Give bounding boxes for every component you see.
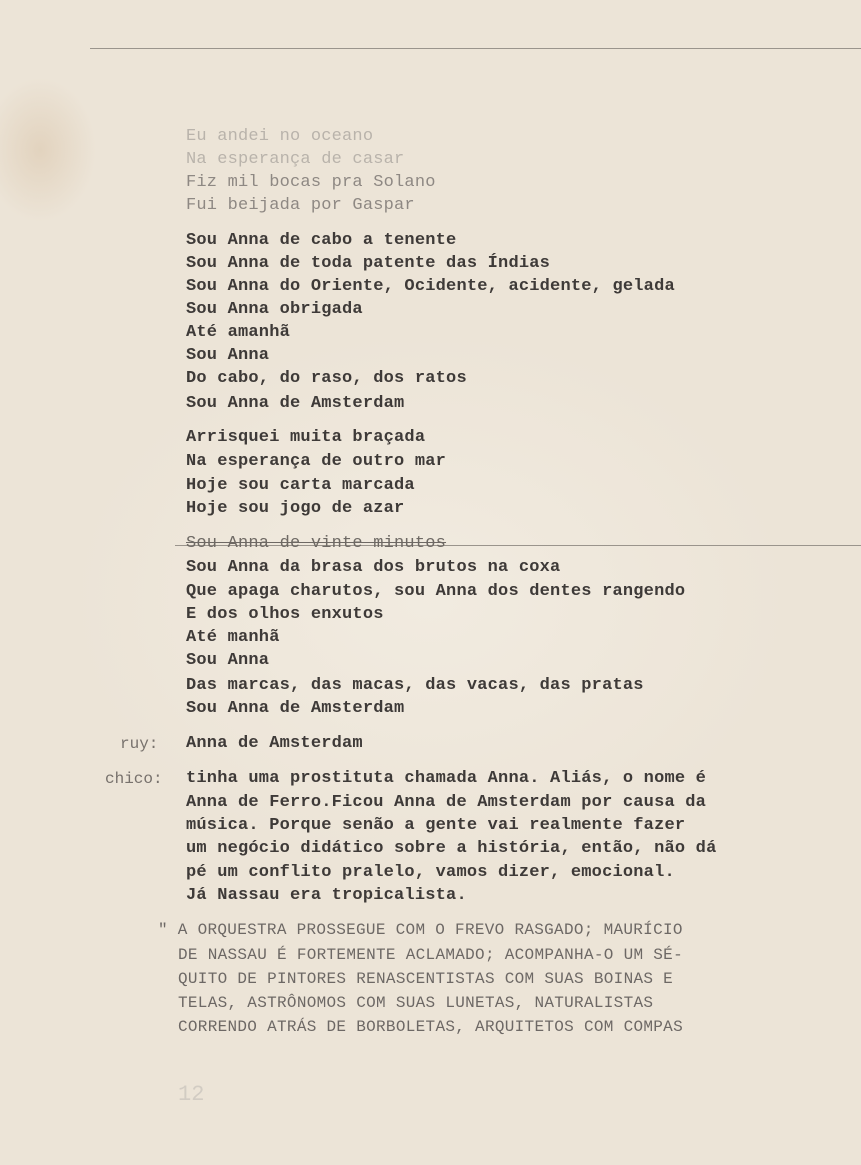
verse-line: Fui beijada por Gaspar [186,196,415,215]
verse-line: Sou Anna de Amsterdam [186,699,405,718]
top-rule [90,48,861,49]
stage-direction-line: TELAS, ASTRÔNOMOS COM SUAS LUNETAS, NATURALISTAS [178,994,654,1012]
verse-line: Sou Anna [186,346,270,365]
dialogue-line: Anna de Amsterdam [186,734,363,753]
verse-line: E dos olhos enxutos [186,605,384,624]
verse-line: Hoje sou carta marcada [186,476,415,495]
verse-line: Sou Anna obrigada [186,300,363,319]
verse-line: Sou Anna da brasa dos brutos na coxa [186,558,561,577]
verse-line: Sou Anna de Amsterdam [186,394,405,413]
verse-line: Que apaga charutos, sou Anna dos dentes rangendo [186,582,686,601]
stage-direction-line: " A ORQUESTRA PROSSEGUE COM O FREVO RASGADO; MAURÍCIO [158,921,683,939]
verse-line: Hoje sou jogo de azar [186,499,405,518]
stage-direction-line: DE NASSAU É FORTEMENTE ACLAMADO; ACOMPANHA-O UM SÉ- [178,946,683,964]
verse-line-struck: Sou Anna de vinte minutos [186,534,447,553]
verse-line: Eu andei no oceano [186,127,374,146]
verse-line: Sou Anna [186,651,270,670]
verse-line: Até amanhã [186,323,291,342]
dialogue-line: um negócio didático sobre a história, então, não dá [186,839,717,858]
verse-line: Arrisquei muita braçada [186,428,426,447]
stage-direction-line: CORRENDO ATRÁS DE BORBOLETAS, ARQUITETOS COM COMPAS [178,1018,683,1036]
speaker-label: chico: [105,770,163,788]
speaker-label: ruy: [120,735,159,753]
verse-line: Fiz mil bocas pra Solano [186,173,436,192]
verse-line: Sou Anna do Oriente, Ocidente, acidente, gelada [186,277,675,296]
verse-line: Do cabo, do raso, dos ratos [186,369,467,388]
verse-line: Sou Anna de cabo a tenente [186,231,457,250]
verse-line: Sou Anna de toda patente das Índias [186,254,551,273]
page-number: 12 [178,1082,205,1107]
dialogue-line: música. Porque senão a gente vai realmente fazer [186,816,686,835]
dialogue-line: pé um conflito pralelo, vamos dizer, emocional. [186,863,675,882]
verse-line: Até manhã [186,628,280,647]
stage-direction-line: QUITO DE PINTORES RENASCENTISTAS COM SUAS BOINAS E [178,970,674,988]
verse-line: Na esperança de casar [186,150,405,169]
verse-line: Das marcas, das macas, das vacas, das pratas [186,676,644,695]
dialogue-line: Já Nassau era tropicalista. [186,886,467,905]
dialogue-line: tinha uma prostituta chamada Anna. Aliás, o nome é [186,769,707,788]
dialogue-line: Anna de Ferro.Ficou Anna de Amsterdam por causa da [186,793,707,812]
verse-line: Na esperança de outro mar [186,452,447,471]
